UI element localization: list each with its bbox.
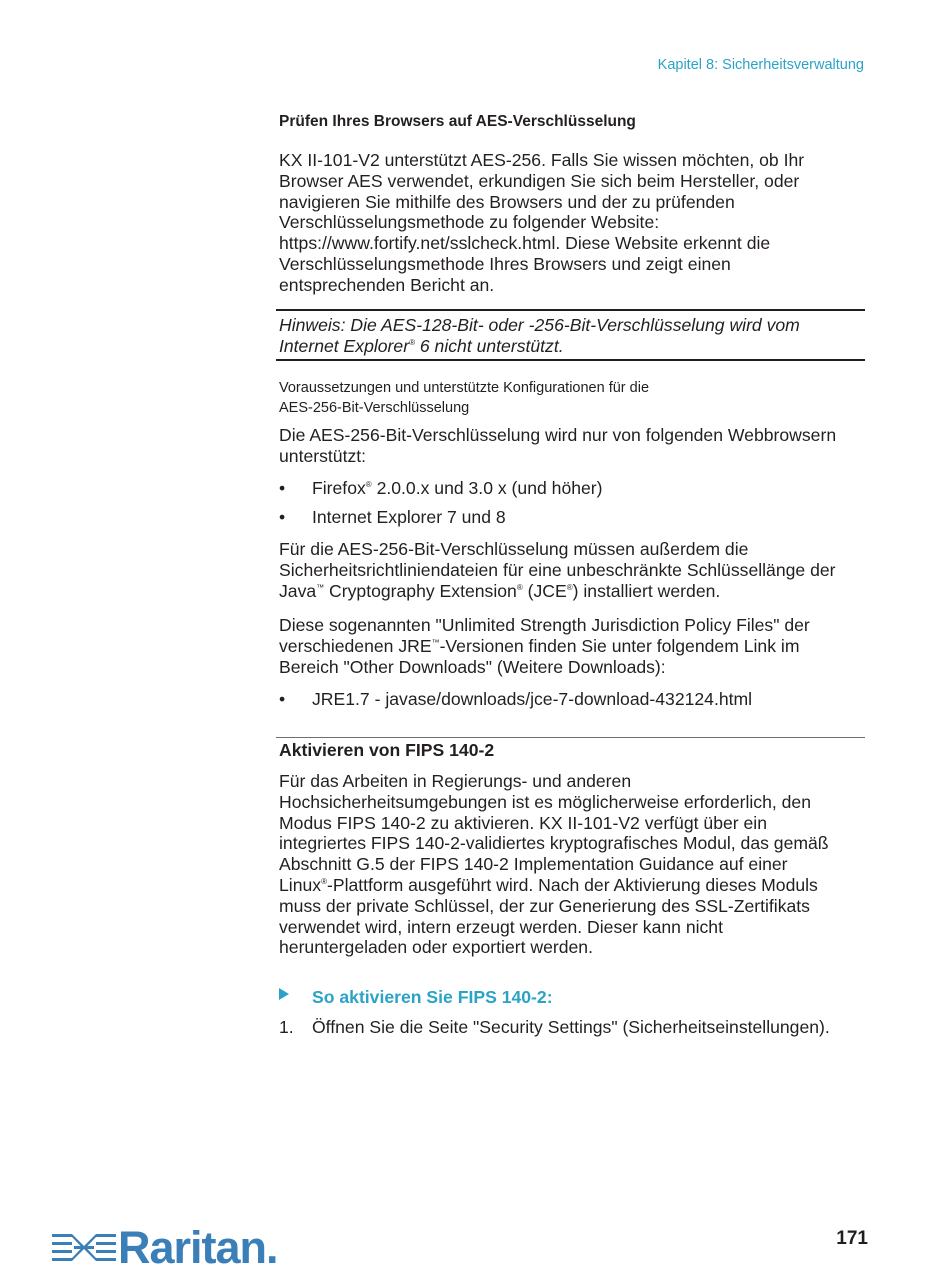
paragraph-line: Die AES-256-Bit-Verschlüsselung wird nur von folgenden Webbrowsern	[279, 425, 837, 445]
paragraph-line: Diese sogenannten "Unlimited Strength Jurisdiction Policy Files" der	[279, 615, 810, 635]
paragraph-line: entsprechenden Bericht an.	[279, 274, 495, 295]
paragraph-line	[279, 636, 865, 657]
note-line: Hinweis: Die AES-128-Bit- oder -256-Bit-Verschlüsselung wird vom	[279, 315, 800, 335]
aes-check-paragraph	[279, 150, 865, 296]
procedure-title: So aktivieren Sie FIPS 140-2:	[312, 987, 553, 1007]
registered-mark: ®	[321, 876, 327, 886]
paragraph-line: Verschlüsselungsmethode zu folgender Website:	[279, 212, 660, 233]
paragraph-line: Verschlüsselungsmethode Ihres Browsers und zeigt einen	[279, 253, 731, 274]
note-box	[276, 309, 865, 361]
logo-wordmark: Raritan.	[118, 1222, 278, 1273]
registered-mark: ®	[409, 338, 415, 347]
paragraph-line: https://www.fortify.net/sslcheck.html. Diese Website erkennt die	[279, 233, 771, 254]
paragraph-line: heruntergeladen oder exportiert werden.	[279, 937, 593, 958]
browsers-intro-paragraph	[279, 425, 865, 467]
paragraph-line: Für die AES-256-Bit-Verschlüsselung müssen außerdem die	[279, 539, 749, 559]
bullet-icon: •	[279, 507, 286, 527]
note-text: 6 nicht unterstützt.	[414, 336, 564, 356]
paragraph-text: ) installiert werden.	[572, 580, 721, 601]
paragraph-line: unterstützt:	[279, 445, 367, 466]
jce-paragraph	[279, 539, 865, 601]
section-divider	[276, 737, 865, 738]
policy-files-paragraph	[279, 615, 865, 677]
subheading-aes256-requirements	[279, 379, 649, 418]
paragraph-line: integriertes FIPS 140-2-validiertes kryptografisches Modul, das gemäß	[279, 833, 829, 854]
paragraph-text: -Versionen finden Sie unter folgendem Link im	[439, 635, 800, 656]
paragraph-line: Modus FIPS 140-2 zu aktivieren. KX II-101-V2 verfügt über ein	[279, 812, 767, 833]
paragraph-text: Java	[279, 580, 317, 601]
registered-mark: ®	[516, 582, 523, 592]
list-item-label: Firefox	[312, 478, 366, 498]
list-item-label: 2.0.0.x und 3.0 x (und höher)	[371, 478, 603, 498]
raritan-logo	[52, 1222, 278, 1273]
paragraph-text: verschiedenen JRE	[279, 635, 432, 656]
paragraph-text: Linux	[279, 874, 322, 895]
step-number: 1.	[279, 1017, 294, 1037]
subheading-line: Voraussetzungen und unterstützte Konfigurationen für die	[279, 380, 650, 396]
list-item-text	[312, 478, 603, 499]
paragraph-text: Cryptography Extension	[324, 580, 517, 601]
note-line	[279, 336, 865, 357]
subheading-line: AES-256-Bit-Verschlüsselung	[279, 399, 470, 416]
paragraph-line	[279, 581, 865, 602]
page-number: 171	[836, 1228, 868, 1249]
registered-mark: ®	[365, 480, 372, 489]
paragraph-line: muss der private Schlüssel, der zur Generierung des SSL-Zertifikats	[279, 895, 810, 916]
raritan-logo-icon	[52, 1228, 116, 1268]
paragraph-line: Browser AES verwendet, erkundigen Sie sich beim Hersteller, oder	[279, 170, 800, 191]
trademark-mark: ™	[316, 582, 325, 592]
paragraph-line: Bereich "Other Downloads" (Weitere Downloads):	[279, 656, 666, 677]
section-heading-fips: Aktivieren von FIPS 140-2	[279, 740, 495, 760]
chapter-header: Kapitel 8: Sicherheitsverwaltung	[657, 57, 864, 73]
paragraph-line: navigieren Sie mithilfe des Browsers und der zu prüfenden	[279, 191, 735, 212]
paragraph-line: Sicherheitsrichtliniendateien für eine unbeschränkte Schlüssellänge der	[279, 559, 836, 580]
list-item-text: Internet Explorer 7 und 8	[312, 507, 506, 527]
procedure-arrow-icon	[279, 988, 289, 1000]
trademark-mark: ™	[431, 637, 440, 647]
bullet-icon: •	[279, 478, 286, 498]
paragraph-text: (JCE	[522, 580, 567, 601]
paragraph-line: Für das Arbeiten in Regierungs- und anderen	[279, 771, 632, 791]
paragraph-line: verwendet wird, intern erzeugt werden. Dieser kann nicht	[279, 916, 723, 937]
bullet-icon: •	[279, 689, 286, 709]
step-text: Öffnen Sie die Seite "Security Settings" (Sicherheitseinstellungen).	[312, 1017, 830, 1037]
registered-mark: ®	[566, 582, 573, 592]
paragraph-line: Abschnitt G.5 der FIPS 140-2 Implementation Guidance auf einer	[279, 854, 788, 875]
section-heading-aes-check: Prüfen Ihres Browsers auf AES-Verschlüsselung	[279, 113, 636, 130]
paragraph-text: -Plattform ausgeführt wird. Nach der Aktivierung dieses Moduls	[326, 874, 818, 895]
paragraph-line	[279, 875, 865, 896]
list-item-text: JRE1.7 - javase/downloads/jce-7-download-432124.html	[312, 689, 753, 709]
paragraph-line: KX II-101-V2 unterstützt AES-256. Falls Sie wissen möchten, ob Ihr	[279, 150, 805, 170]
fips-paragraph	[279, 771, 865, 958]
paragraph-line: Hochsicherheitsumgebungen ist es möglicherweise erforderlich, den	[279, 791, 811, 812]
note-text: Internet Explorer	[279, 336, 410, 356]
